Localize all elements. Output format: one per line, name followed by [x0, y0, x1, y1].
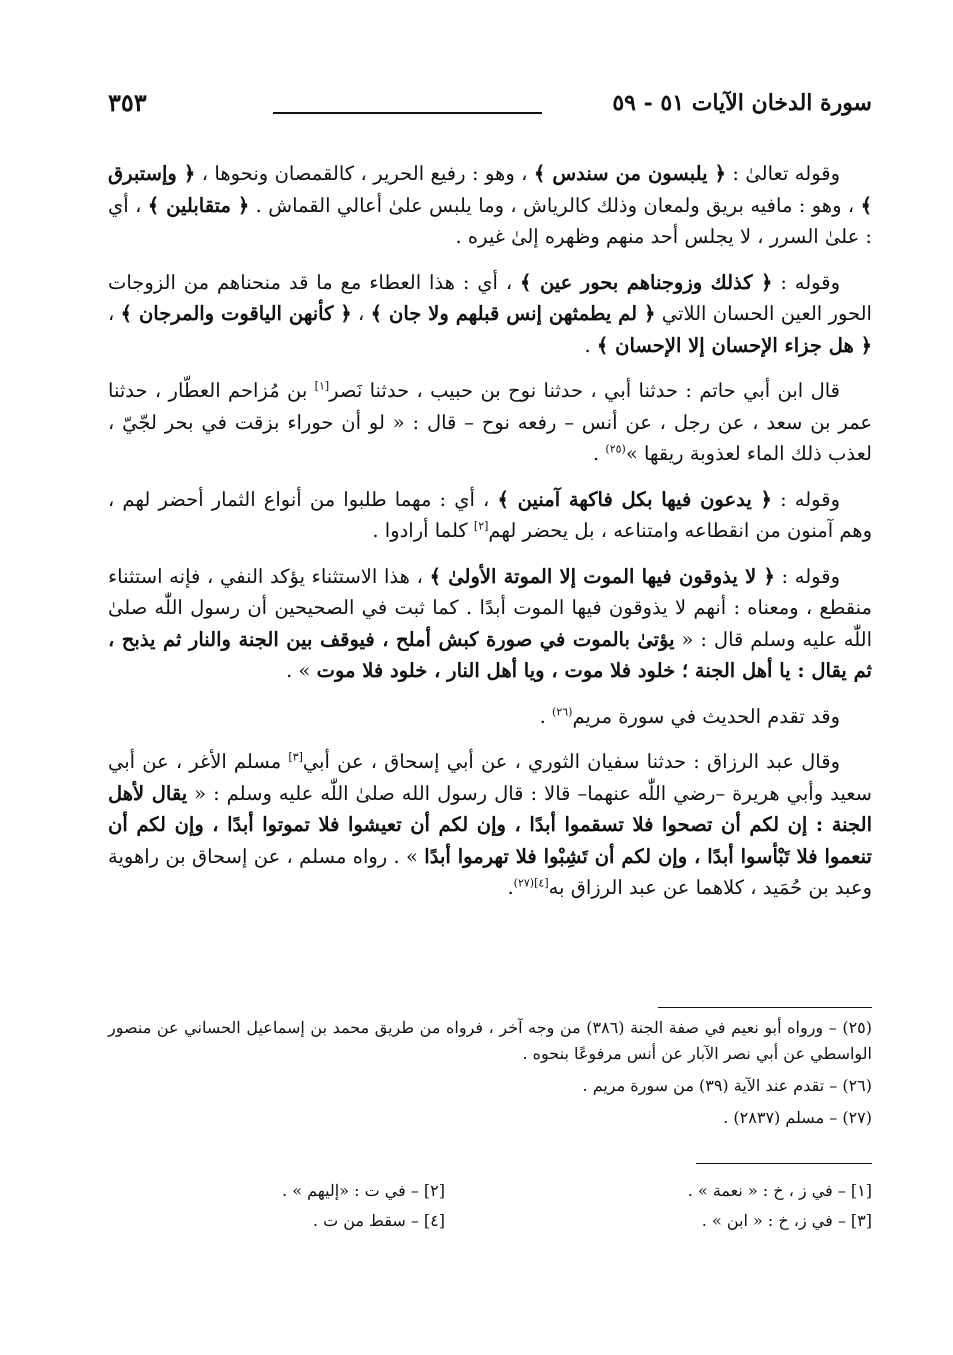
- paragraph: [108, 701, 872, 733]
- quoted-text: ﴿ متقابلين ﴾: [147, 193, 250, 217]
- paragraph: [108, 484, 872, 547]
- variant-row: [108, 1206, 872, 1236]
- reference-marker: [٤](٢٧): [513, 876, 549, 890]
- quoted-text: ﴿ كأنهن الياقوت والمرجان ﴾: [120, 302, 352, 325]
- variant-note: [٢] – في ت : «إليهم » .: [282, 1181, 445, 1200]
- quoted-text: ﴿ يدعون فيها بكل فاكهة آمنين ﴾: [497, 487, 772, 511]
- footnote: (٢٦) – تقدم عند الآية (٣٩) من سورة مريم .: [582, 1076, 872, 1095]
- text-run: .: [592, 442, 606, 465]
- reference-marker: (٢٥): [605, 442, 626, 456]
- main-text: [108, 158, 872, 918]
- footnotes: [108, 1015, 872, 1137]
- reference-marker: [٣]: [288, 750, 303, 764]
- text-run: ، أي : هذا العطاء مع ما قد منحناهم من الزوجات الحور العين الحسان اللاتي: [108, 270, 872, 325]
- quoted-text: ﴿ وإستبرق ﴾: [108, 162, 872, 217]
- text-run: ،: [108, 302, 121, 325]
- text-run: » .: [286, 659, 317, 682]
- text-run: ، أي : علىٰ السرر ، لا يجلس أحد منهم وظهره إلىٰ غيره .: [108, 193, 872, 248]
- variant-row: [108, 1176, 872, 1206]
- reference-marker: (٢٦): [552, 705, 573, 718]
- text-run: ، وهو : رفيع الحرير ، كالقمصان ونحوها ،: [195, 162, 534, 185]
- text-run: بن مُزاحم العطّار ، حدثنا عمر بن سعد ، عن رجل ، عن أنس – رفعه نوح – قال : « لو أن حوراء بزقت في بحر لجّيّ ، لعذب ذلك الماء لعذوبة ريقها »: [108, 379, 872, 465]
- variants-rule: [696, 1163, 872, 1164]
- reference-marker: [١]: [314, 379, 330, 393]
- text-run: كلما أرادوا .: [372, 519, 474, 542]
- text-run: وقوله :: [772, 270, 840, 294]
- text-run: مسلم الأغر ، عن أبي سعيد وأبي هريرة –رضي اللّٰه عنهما– قالا : قال رسول الله صلىٰ اللّٰه عليه وسلم : «: [108, 750, 872, 805]
- header-rule: [273, 112, 542, 114]
- reference-marker: [٢]: [473, 519, 489, 533]
- variant-note: [١] – في ز ، خ : « نعمة » .: [687, 1181, 872, 1200]
- quoted-text: ﴿ هل جزاء الإحسان إلا الإحسان ﴾: [596, 333, 872, 357]
- paragraph: [108, 158, 872, 253]
- text-run: .: [584, 333, 597, 357]
- text-run: ، وهو : مافيه بريق ولمعان وذلك كالرياش ، وما يلبس علىٰ أعالي القماش .: [249, 193, 861, 217]
- text-run: وقال عبد الرزاق : حدثنا سفيان الثوري ، عن أبي إسحاق ، عن أبي: [302, 750, 840, 773]
- footnote: (٢٥) – ورواه أبو نعيم في صفة الجنة (٣٨٦) من وجه آخر ، فرواه من طريق محمد بن إسماعيل الحساني عن منصور الواسطي عن أبي نصر الآبار عن أنس مرفوعًا بنحوه .: [108, 1018, 873, 1063]
- quoted-text: يؤتىٰ بالموت في صورة كبش أملح ، فيوقف بين الجنة والنار ثم يذبح ، ثم يقال : يا أهل الجنة ؛ خلود فلا موت ، ويا أهل النار ، خلود فلا موت: [108, 627, 872, 682]
- paragraph: [108, 375, 872, 470]
- page-header: [108, 86, 872, 126]
- paragraph: [108, 746, 872, 904]
- variant-note: [٤] – سقط من ت .: [312, 1211, 445, 1230]
- manuscript-variants: [108, 1176, 872, 1236]
- text-run: ، هذا الاستثناء يؤكد النفي ، فإنه استثناء منقطع ، ومعناه : أنهم لا يذوقون فيها الموت أبدًا . كما ثبت في الصحيحين أن رسول اللّٰه صلىٰ اللّٰه عليه وسلم قال : «: [108, 564, 873, 651]
- text-run: .: [539, 704, 553, 728]
- running-title: سورة الدخان الآيات ٥١ - ٥٩: [612, 90, 872, 116]
- text-run: .: [507, 876, 514, 899]
- quoted-text: ﴿ كذلك وزوجناهم بحور عين ﴾: [520, 270, 773, 294]
- text-run: ، أي : مهما طلبوا من أنواع الثمار أحضر لهم ، وهم آمنون من انقطاعه وامتناعه ، بل يحضر لهم: [108, 487, 872, 542]
- text-run: وقوله :: [774, 564, 840, 588]
- quoted-text: يقال لأهل الجنة : إن لكم أن تصحوا فلا تسقموا أبدًا ، وإن لكم أن تعيشوا فلا تموتوا أبدًا ، وإن لكم أن تنعموا فلا تَبْأسوا أبدًا ، وإن لكم أن تَشِبْوا فلا تهرموا أبدًا: [108, 781, 872, 868]
- text-run: » . رواه مسلم ، عن إسحاق بن راهوية وعبد بن حُمَيد ، كلاهما عن عبد الرزاق به: [108, 844, 872, 899]
- quoted-text: ﴿ لم يطمثهن إنس قبلهم ولا جان ﴾: [370, 302, 656, 325]
- variant-note: [٣] – في ز، خ : « ابن » .: [701, 1211, 872, 1230]
- text-run: وقوله :: [771, 487, 840, 511]
- footnote-rule: [658, 1007, 872, 1008]
- text-run: وقد تقدم الحديث في سورة مريم: [572, 704, 840, 728]
- quoted-text: ﴿ يلبسون من سندس ﴾: [533, 162, 726, 185]
- footnote: (٢٧) – مسلم (٢٨٣٧) .: [723, 1108, 872, 1127]
- paragraph: [108, 561, 872, 687]
- paragraph: [108, 267, 872, 362]
- text-run: ،: [351, 302, 371, 325]
- text-run: قال ابن أبي حاتم : حدثنا أبي ، حدثنا نوح بن حبيب ، حدثنا نَصر: [329, 379, 840, 402]
- page-number: ٣٥٣: [108, 88, 147, 117]
- quoted-text: ﴿ لا يذوقون فيها الموت إلا الموتة الأولىٰ ﴾: [429, 564, 775, 588]
- text-run: وقوله تعالىٰ :: [725, 162, 841, 185]
